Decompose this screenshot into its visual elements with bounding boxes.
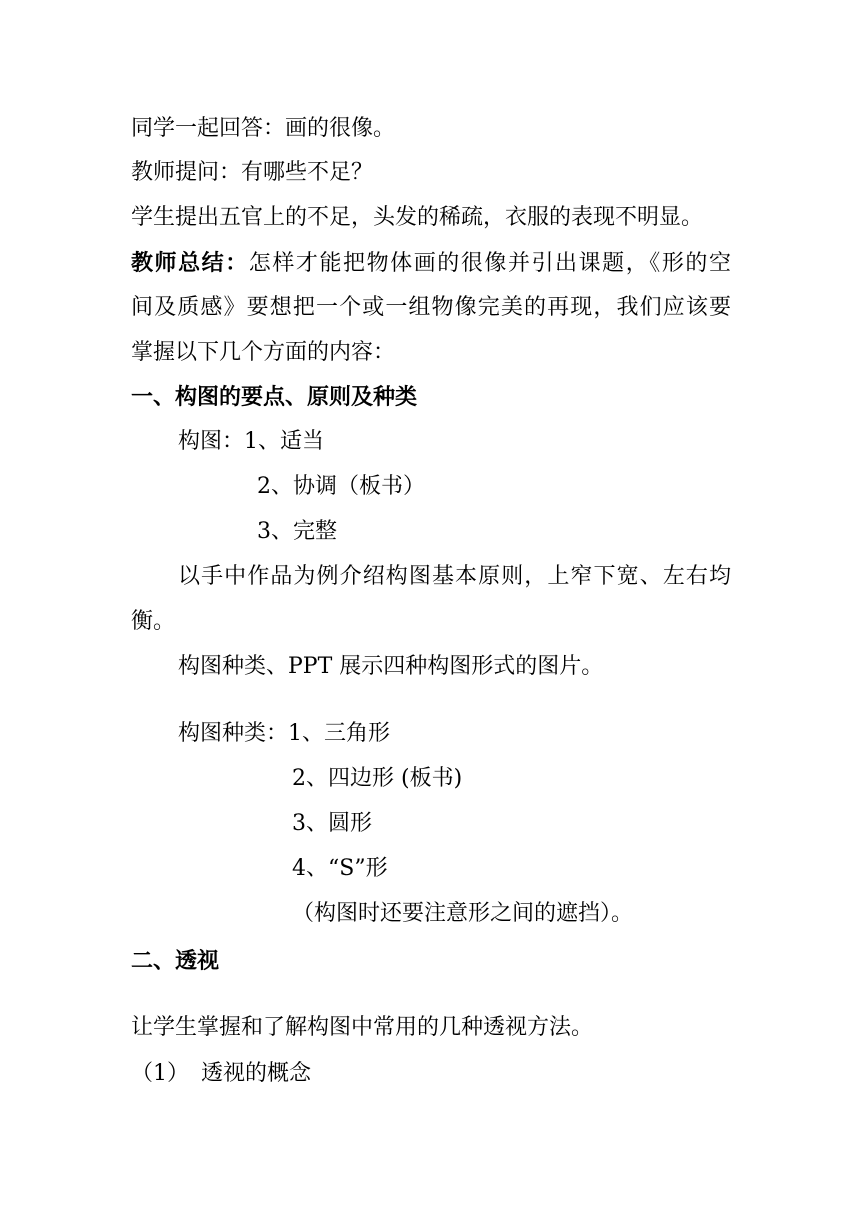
section-heading-perspective: 二、透视: [131, 948, 220, 974]
composition-type-2: 2、四边形 (板书): [292, 766, 463, 791]
paragraph-composition-principle-line1: 以手中作品为例介绍构图基本原则，上窄下宽、左右均: [178, 564, 731, 589]
paragraph-teacher-summary-line2: 间及质感》要想把一个或一组物像完美的再现，我们应该要: [131, 295, 731, 320]
composition-type-1: 构图种类：1、三角形: [178, 721, 390, 746]
teacher-summary-text: 怎样才能把物体画的很像并引出课题，《形的空: [248, 251, 731, 276]
paragraph-teacher-summary-line3: 掌握以下几个方面的内容：: [131, 340, 396, 365]
composition-type-3: 3、圆形: [292, 811, 372, 836]
paragraph-composition-types-ppt: 构图种类、PPT 展示四种构图形式的图片。: [178, 654, 604, 679]
perspective-item-1-number: （1）: [131, 1061, 189, 1086]
occlusion-note: （构图时还要注意形之间的遮挡）。: [292, 901, 634, 926]
section-heading-composition: 一、构图的要点、原则及种类: [131, 384, 418, 410]
teacher-summary-lead: 教师总结：: [131, 250, 249, 276]
paragraph-class-answer: 同学一起回答：画的很像。: [131, 116, 396, 141]
paragraph-perspective-intro: 让学生掌握和了解构图中常用的几种透视方法。: [131, 1015, 594, 1040]
paragraph-student-feedback: 学生提出五官上的不足，头发的稀疏，衣服的表现不明显。: [131, 205, 704, 230]
composition-type-4: 4、“S”形: [292, 856, 388, 881]
perspective-item-1: [131, 1059, 731, 1089]
perspective-item-1-text: 透视的概念: [201, 1061, 312, 1086]
paragraph-composition-principle-line2: 衡。: [131, 609, 176, 634]
paragraph-teacher-question: 教师提问：有哪些不足？: [131, 160, 374, 185]
composition-item-2: 2、协调（板书）: [257, 474, 425, 499]
paragraph-teacher-summary-line1: [131, 248, 731, 279]
composition-item-3: 3、完整: [257, 519, 337, 544]
composition-item-1: 构图：1、适当: [178, 429, 324, 454]
